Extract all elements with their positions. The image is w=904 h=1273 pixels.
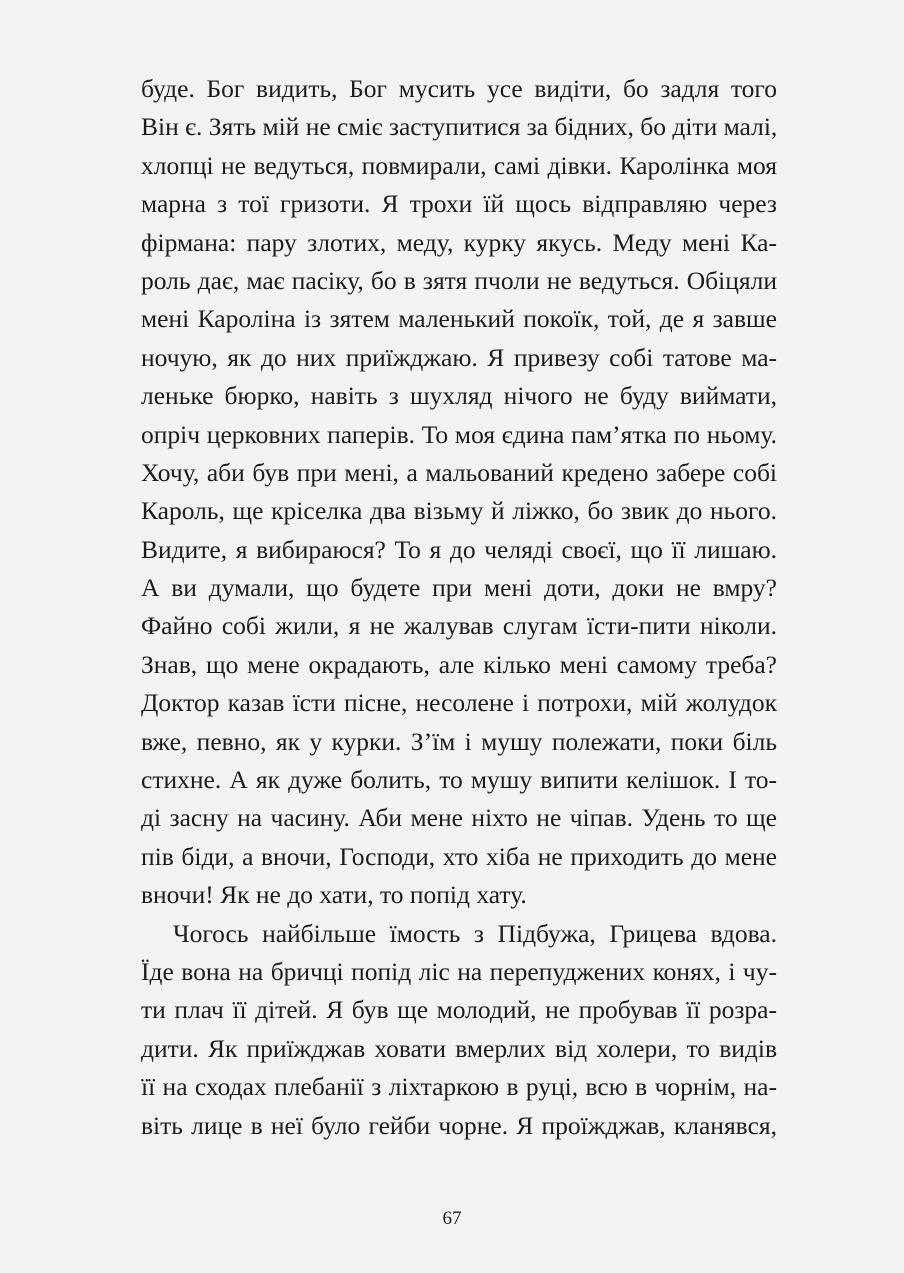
text-line: Видите, я вибираюся? То я до челяді своєї, що її лишаю.: [141, 534, 777, 564]
text-line: Доктор казав їсти пісне, несолене і потрохи, мій жолудок: [141, 688, 777, 718]
text-line: ді засну на часину. Аби мене ніхто не чіпав. Удень то ще: [141, 803, 777, 833]
paragraph-1: [141, 70, 777, 915]
text-line: вже, певно, як у курки. З’їм і мушу полежати, поки біль: [141, 726, 777, 756]
page-number: 67: [442, 1208, 462, 1229]
text-line: її на сходах плебанії з ліхтаркою в руці, всю в чорнім, на-: [141, 1072, 777, 1102]
paragraph-2: [141, 915, 777, 1145]
text-line: фірмана: пару злотих, меду, курку якусь. Меду мені Ка-: [141, 227, 777, 257]
body-text: [141, 70, 777, 1145]
text-line: Чогось найбільше їмость з Підбужа, Грицева вдова.: [173, 918, 777, 948]
text-line: ночую, як до них приїжджаю. Я привезу собі татове ма-: [141, 342, 777, 372]
text-line: Хочу, аби був при мені, а мальований кредено забере собі: [141, 457, 777, 487]
text-line: Їде вона на бричці попід ліс на перепуджених конях, і чу-: [141, 956, 777, 986]
text-line: ти плач її дітей. Я був ще молодий, не пробував її розра-: [141, 995, 777, 1025]
text-line: пів біди, а вночи, Господи, хто хіба не приходить до мене: [141, 841, 777, 871]
text-line: стихне. А як дуже болить, то мушу випити келішок. І то-: [141, 765, 777, 795]
text-line: хлопці не ведуться, повмирали, самі дівки. Каролінка моя: [141, 150, 777, 180]
text-line: віть лице в неї було гейби чорне. Я проїжджав, кланявся,: [141, 1110, 777, 1140]
text-line: роль дає, має пасіку, бо в зятя пчоли не ведуться. Обіцяли: [141, 265, 777, 295]
text-line: леньке бюрко, навіть з шухляд нічого не буду виймати,: [141, 381, 777, 411]
text-line: А ви думали, що будете при мені доти, доки не вмру?: [141, 573, 777, 603]
text-line: марна з тої гризоти. Я трохи їй щось відправляю через: [141, 189, 777, 219]
text-line: дити. Як приїжджав ховати вмерлих від холери, то видів: [141, 1033, 777, 1063]
text-line: мені Каролінa із зятем маленький покоїк, той, де я завше: [141, 304, 777, 334]
text-line: Він є. Зять мій не сміє заступитися за бідних, бо діти малі,: [141, 112, 778, 142]
text-line: Файно собі жили, я не жалував слугам їсти-пити ніколи.: [141, 611, 777, 641]
text-line: Кароль, ще кріселка два візьму й ліжко, бо звик до нього.: [141, 496, 777, 526]
text-line: опріч церковних паперів. То моя єдина пам’ятка по ньому.: [141, 419, 777, 449]
text-line: буде. Бог видить, Бог мусить усе видіти, бо задля того: [141, 74, 777, 103]
text-line: Знав, що мене окрадають, але кілько мені самому треба?: [141, 649, 777, 679]
text-line: вночи! Як не до хати, то попід хату.: [141, 880, 527, 910]
